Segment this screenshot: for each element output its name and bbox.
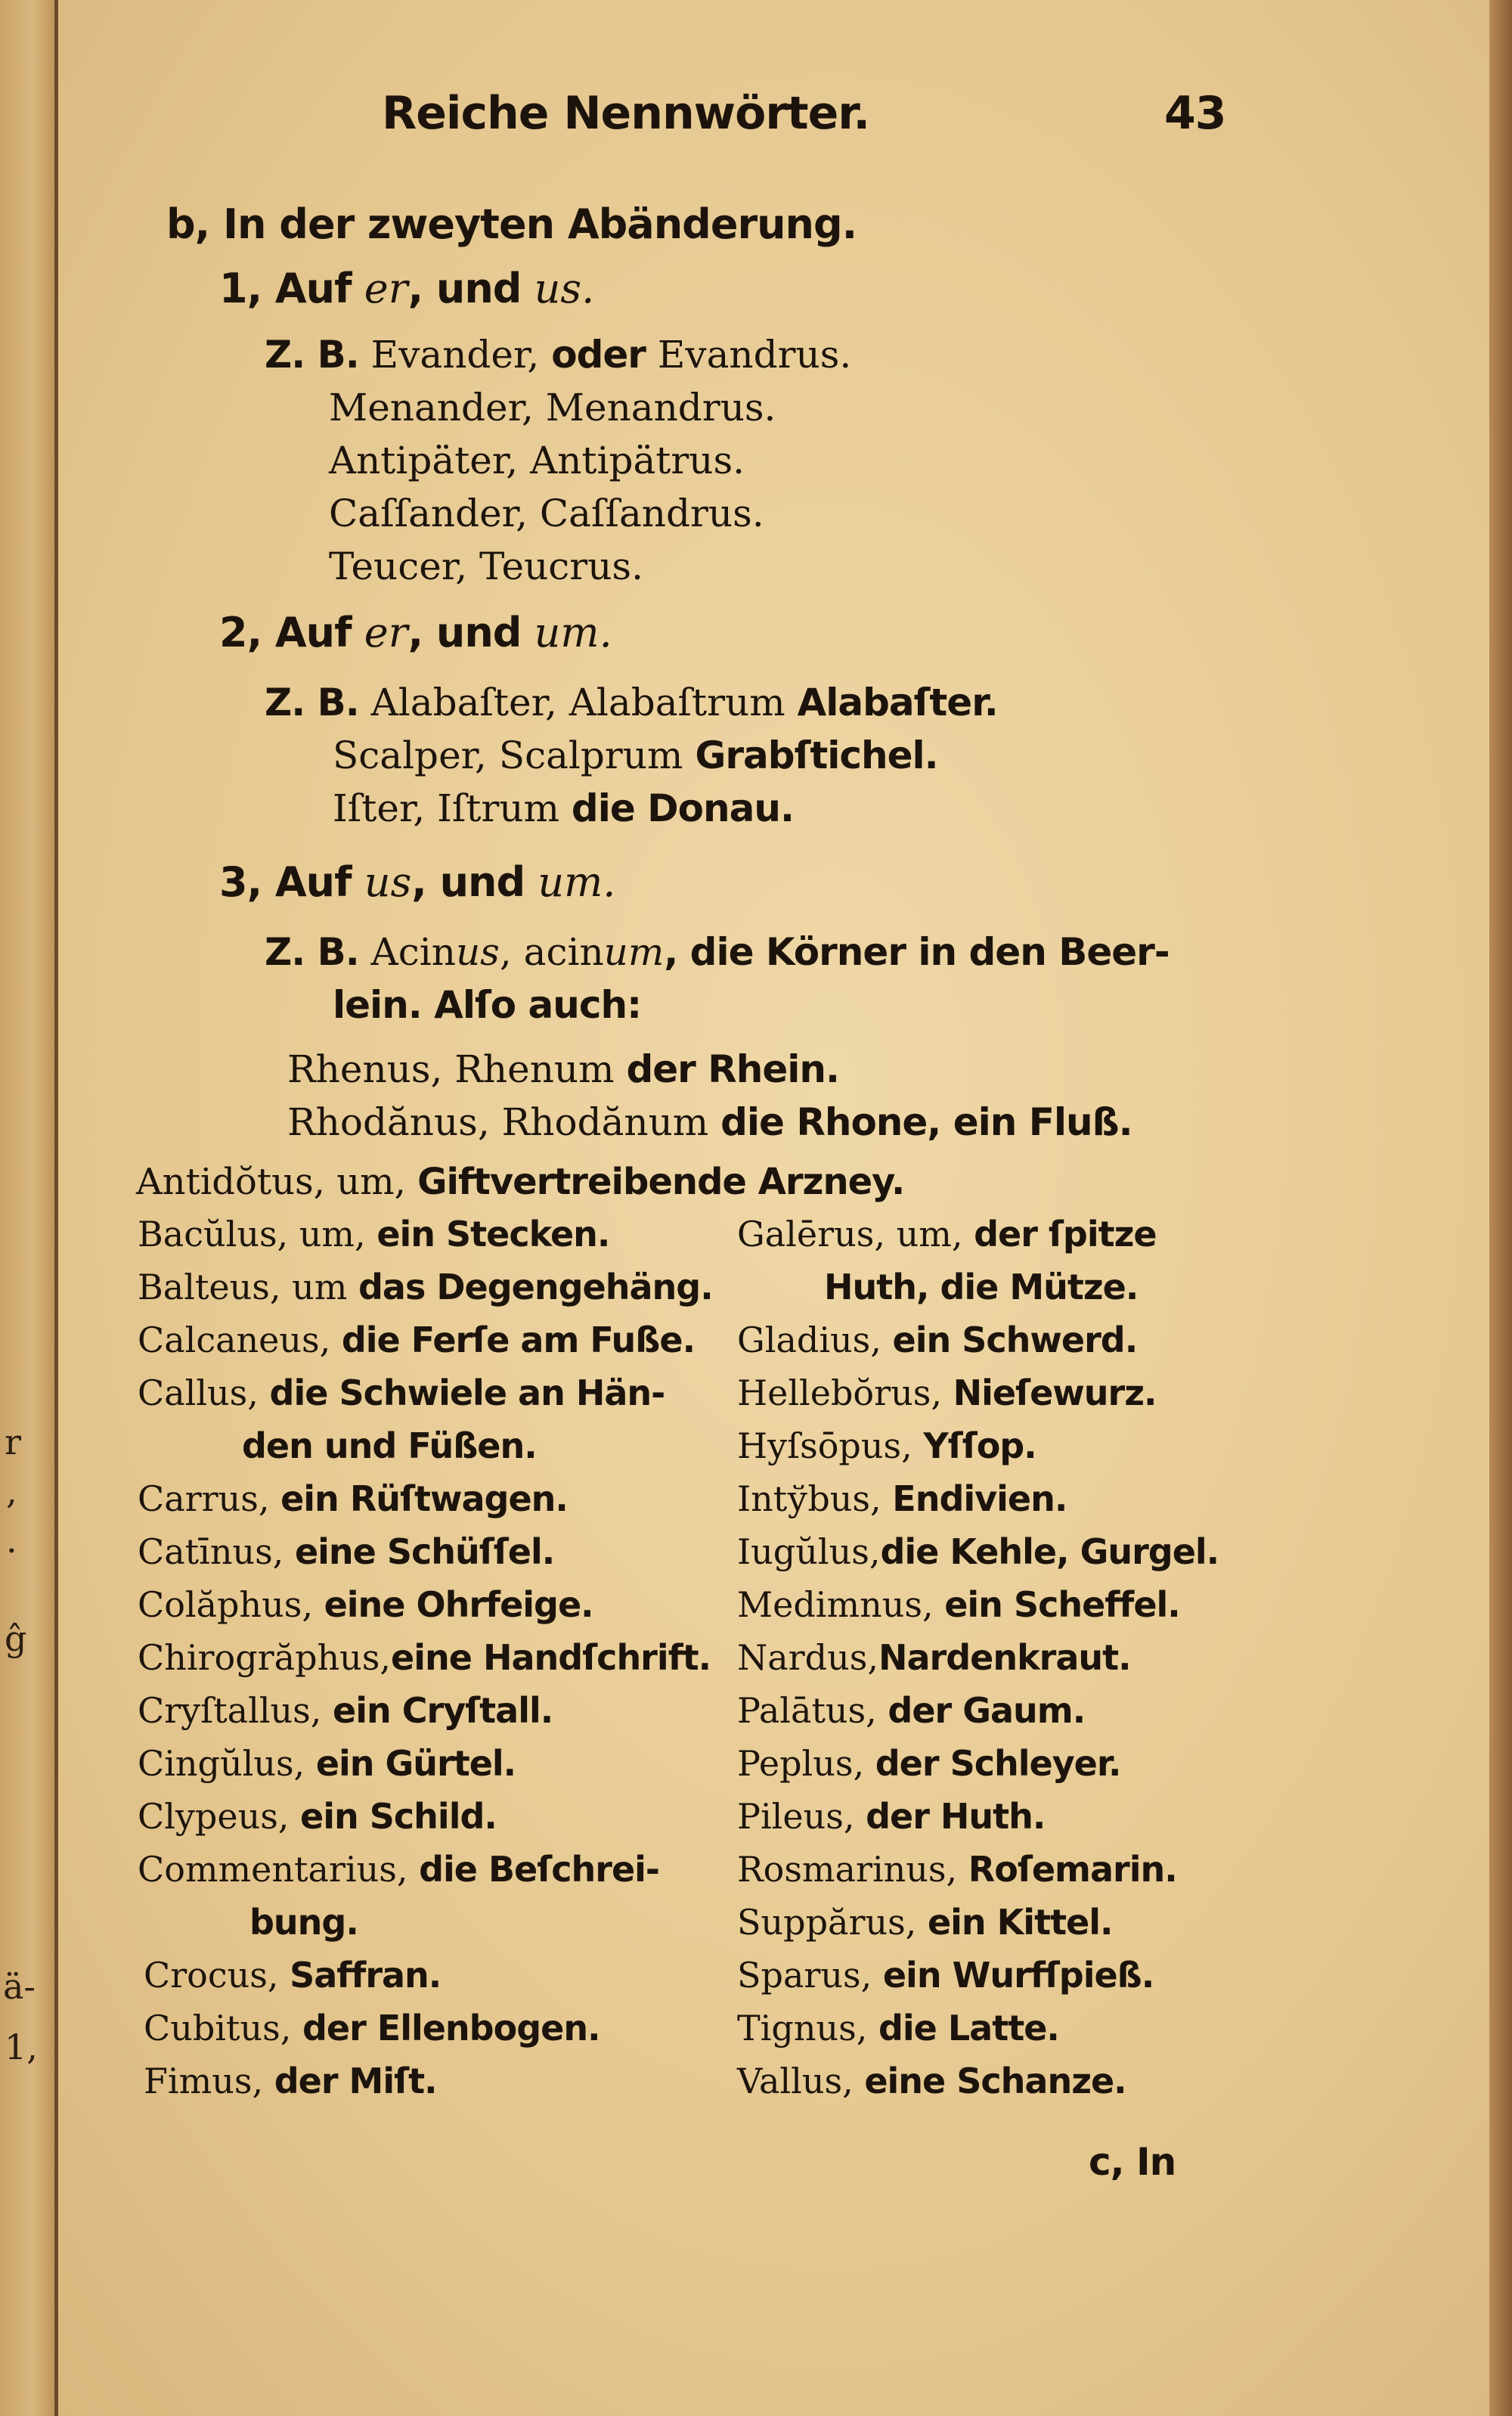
margin-mark: ä- [3,1966,36,2007]
vocab-entry: Clypeus, ein Schild. [138,1796,497,1837]
vocab-entry: Calcaneus, die Ferſe am Fuße. [138,1320,696,1360]
example-line: Scalper, Scalprum Grabſtichel. [333,733,938,777]
example-line: Z. B. Acinus, acinum, die Körner in den Beer- [265,930,1170,974]
vocab-entry: Palātus, der Gaum. [737,1690,1086,1731]
example-line: Z. B. Alabaſter, Alabaſtrum Alabaſter. [265,681,998,724]
running-title: Reiche Nennwörter. [382,87,870,140]
vocab-entry: Cingŭlus, ein Gürtel. [138,1743,516,1784]
vocab-entry: Cubitus, der Ellenbogen. [144,2008,600,2048]
vocab-entry: den und Füßen. [242,1425,537,1466]
vocab-entry: Peplus, der Schleyer. [737,1743,1121,1784]
example-line: Menander, Menandrus. [329,386,776,430]
page-number: 43 [1164,87,1226,140]
vocab-entry: Bacŭlus, um, ein Stecken. [138,1214,610,1255]
vocab-entry: Cryſtallus, ein Cryſtall. [138,1690,553,1731]
example-line: Teucer, Teucrus. [329,544,643,588]
vocab-entry: Rosmarinus, Roſemarin. [737,1849,1177,1890]
vocab-entry: Commentarius, die Beſchrei- [138,1849,660,1890]
vocab-entry: Medimnus, ein Scheffel. [737,1584,1180,1625]
vocab-entry: Callus, die Schwiele an Hän- [138,1372,665,1413]
previous-page-edge [0,0,58,2416]
example-line: Iſter, Iſtrum die Donau. [333,786,794,830]
example-line: lein. Alſo auch: [333,983,642,1027]
vocab-entry: Sparus, ein Wurfſpieß. [737,1955,1154,1996]
margin-mark: r [5,1422,21,1462]
vocab-entry: Crocus, Saffran. [144,1955,442,1996]
vocab-entry: Gladius, ein Schwerd. [737,1320,1138,1360]
vocab-entry: Chirogrăphus,eine Handſchrift. [138,1637,711,1678]
vocab-entry: Fimus, der Miſt. [144,2061,437,2101]
vocab-entry: bung. [249,1902,358,1943]
vocab-entry: Vallus, eine Schanze. [737,2061,1126,2101]
vocab-entry: Antidŏtus, um, Giftvertreibende Arzney. [136,1161,905,1203]
example-line: Z. B. Evander, oder Evandrus. [265,333,852,377]
example-line: Rhenus, Rhenum der Rhein. [287,1047,839,1091]
vocab-entry: Colăphus, eine Ohrfeige. [138,1584,593,1625]
group-heading: 3, Auf us, und um. [219,858,616,906]
vocab-entry: Nardus,Nardenkraut. [737,1637,1131,1678]
margin-mark: 1, [5,2027,38,2067]
vocab-entry: Tignus, die Latte. [737,2008,1059,2048]
vocab-entry: Galērus, um, der ſpitze [737,1214,1157,1255]
vocab-entry: Balteus, um das Degengehäng. [138,1267,713,1307]
vocab-entry: Catīnus, eine Schüſſel. [138,1531,555,1572]
example-line: Caſſander, Caſſandrus. [329,492,764,535]
example-line: Antipäter, Antipätrus. [329,439,745,482]
page-edge [1489,0,1512,2416]
margin-mark: , [6,1471,17,1512]
vocab-entry: Carrus, ein Rüſtwagen. [138,1478,568,1519]
section-heading: b, In der zweyten Abänderung. [166,200,857,248]
vocab-entry: Hyſsōpus, Yſſop. [737,1425,1036,1466]
catchword: c, In [1089,2140,1176,2184]
example-line: Rhodănus, Rhodănum die Rhone, ein Fluß. [287,1100,1132,1144]
vocab-entry: Suppărus, ein Kittel. [737,1902,1113,1943]
vocab-entry: Iugŭlus,die Kehle, Gurgel. [737,1531,1219,1572]
margin-mark: ĝ [5,1618,27,1659]
vocab-entry: Pileus, der Huth. [737,1796,1046,1837]
vocab-entry: Intўbus, Endivien. [737,1478,1067,1519]
margin-mark: . [6,1520,17,1561]
group-heading: 2, Auf er, und um. [219,609,612,656]
vocab-entry: Hellebŏrus, Nieſewurz. [737,1372,1157,1413]
group-heading: 1, Auf er, und us. [219,265,595,312]
vocab-entry: Huth, die Mütze. [824,1267,1139,1307]
